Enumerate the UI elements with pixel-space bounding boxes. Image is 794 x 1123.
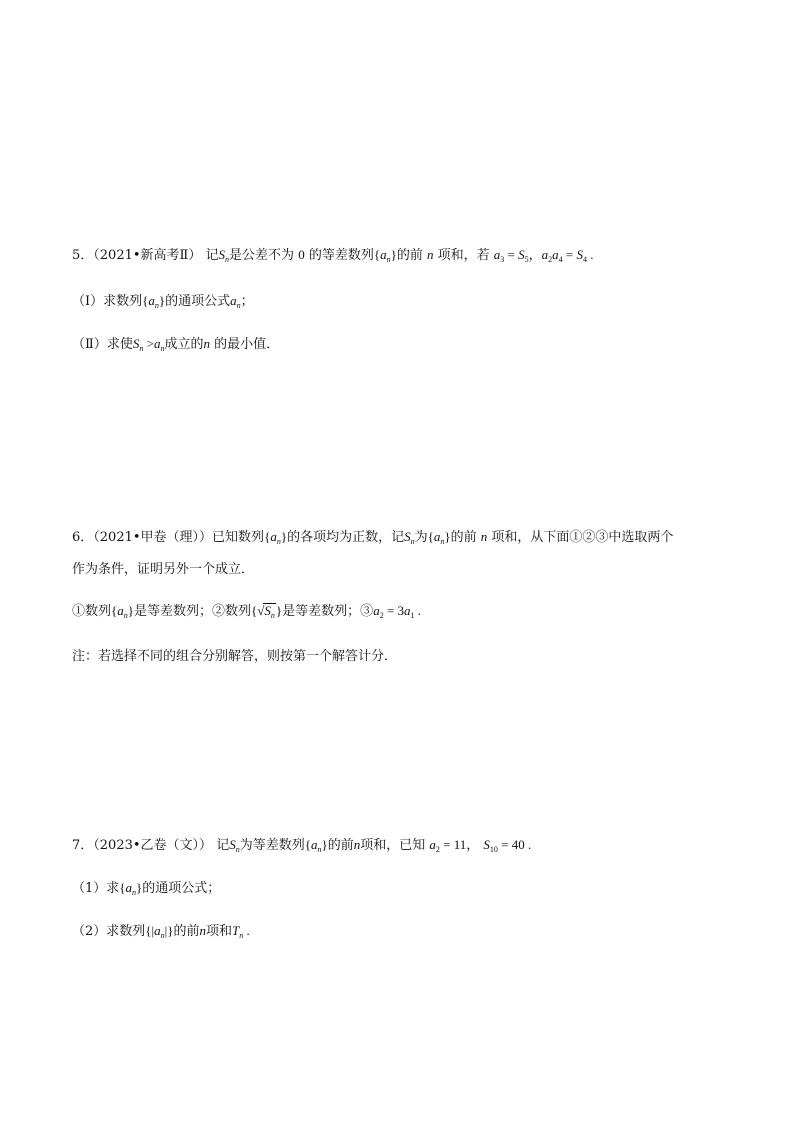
problem-6-statement: 6．（2021•甲卷（理））已知数列$\{a_n\}$的各项均为正数，记$S_n$为$\{a_n\}$的前 n 项和，从下面①②③中选取两个 [72,529,674,546]
problem-number: 5． [72,248,94,263]
problem-source: （2021•甲卷（理）） [93,530,213,545]
problem-5-statement: 5．（2021•新高考Ⅱ） 记$S_n$是公差不为 0 的等差数列$\{a_n\}$的前 n 项和，若 $a_3 = S_5$，$a_2a_4 = S_4$ . [72,247,594,264]
problem-source: （2021•新高考Ⅱ） [93,248,202,263]
problem-7-part-2: （2）求数列$\{|a_n|\}$的前n项和$T_n$ . [72,923,250,940]
problem-5-part-1: （Ⅰ）求数列$\{a_n\}$的通项公式$a_n$； [72,293,254,310]
problem-7-part-1: （1）求$\{a_n\}$的通项公式； [72,880,221,897]
sqrt-sn: $S_n$ [264,603,275,620]
problem-6-note: 注：若选择不同的组合分别解答，则按第一个解答计分． [72,649,398,664]
problem-number: 7． [72,838,94,853]
problem-source: （2023•乙卷（文）） [93,838,213,853]
problem-number: 6． [72,530,94,545]
problem-5-part-2: （Ⅱ）求使$S_n >a_n$成立的n 的最小值． [72,336,280,353]
problem-7-statement: 7．（2023•乙卷（文）） 记$S_n$为等差数列$\{a_n\}$的前n项和，已知 $a_2 = 11$， $S_{10} = 40$ . [72,837,532,854]
problem-6-conditions: ①数列$\{a_n\}$是等差数列；②数列$\{√S_n\}$是等差数列；$③a_2 = 3a_1$ . [72,603,422,620]
problem-6-statement-line-2: 作为条件，证明另外一个成立． [72,562,255,577]
